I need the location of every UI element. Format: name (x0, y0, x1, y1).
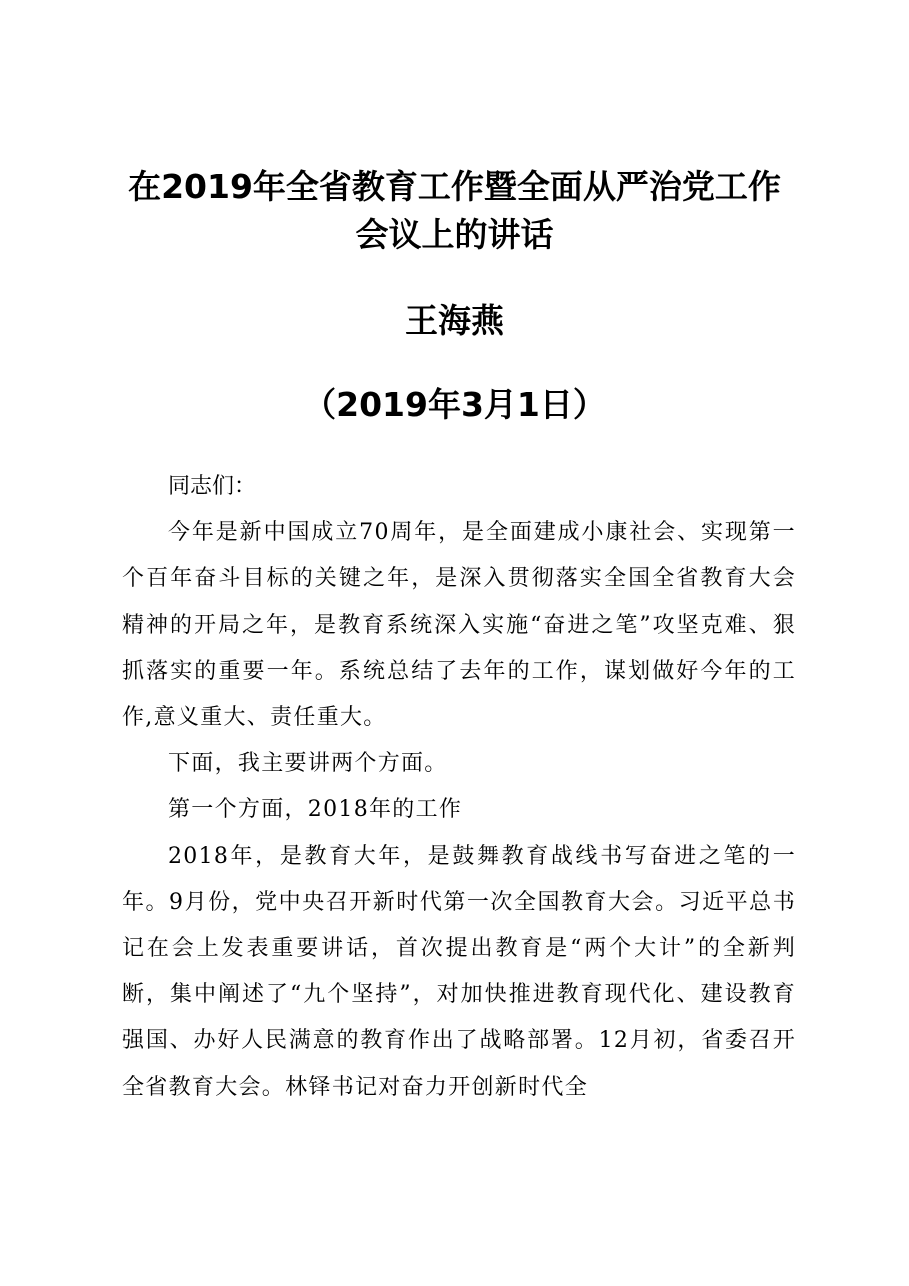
salutation-paragraph: 同志们： (168, 474, 257, 499)
section-heading-paragraph: 第一个方面，2018年的工作 (168, 797, 463, 823)
body-paragraph: 今年是新中国成立70周年，是全面建成小康社会、实现第一个百年奋斗目标的关键之年，是深入贯彻落实全国全省教育大会精神的开局之年，是教育系统深入实施“奋进之笔”攻坚克难、狠抓落实的重要一年。系统总结了去年的工作，谋划做好今年的工作,意义重大、责任重大。 (122, 520, 796, 731)
body-paragraph: 下面，我主要讲两个方面。 (168, 751, 448, 777)
document-title-line-2: 会议上的讲话 (355, 215, 554, 254)
speech-date: （2019年3月1日） (303, 385, 606, 424)
speech-body (122, 464, 796, 1111)
document-title-line-1: 在2019年全省教育工作暨全面从严治党工作 (128, 167, 781, 206)
speaker-name: 王海燕 (405, 301, 504, 340)
body-paragraph: 2018年，是教育大年，是鼓舞教育战线书写奋进之笔的一年。9月份，党中央召开新时代第一次全国教育大会。习近平总书记在会上发表重要讲话，首次提出教育是“两个大计”的全新判断，集中阐述了“九个坚持”，对加快推进教育现代化、建设教育强国、办好人民满意的教育作出了战略部署。12月初，省委召开全省教育大会。林铎书记对奋力开创新时代全 (122, 843, 796, 1100)
